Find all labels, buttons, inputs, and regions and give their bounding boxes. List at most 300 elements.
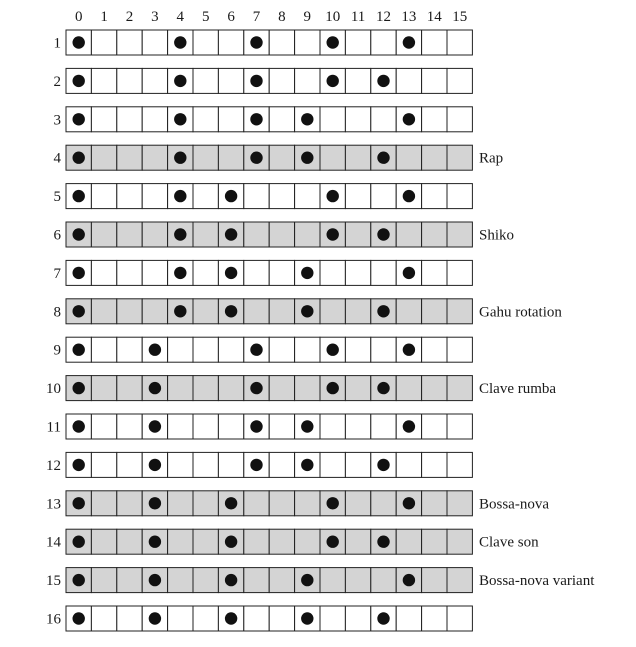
grid-cell [345, 529, 370, 554]
column-label: 10 [325, 9, 341, 25]
grid-cell [345, 184, 370, 209]
onset-dot [301, 113, 313, 125]
grid-cell [244, 260, 269, 285]
grid-cell [218, 452, 243, 477]
onset-dot [73, 152, 85, 164]
grid-cell [244, 491, 269, 516]
row-number: 4 [53, 150, 61, 167]
onset-dot [327, 382, 339, 394]
grid-cell [142, 145, 167, 170]
grid-cell [218, 376, 243, 401]
grid-cell [295, 68, 320, 93]
grid-cell [193, 30, 218, 55]
grid-cell [269, 260, 294, 285]
grid-cell [295, 184, 320, 209]
rhythm-row [46, 606, 472, 631]
grid-cell [193, 299, 218, 324]
grid-cell [91, 568, 116, 593]
row-number: 5 [53, 189, 61, 206]
grid-cell [117, 222, 142, 247]
grid-cell [345, 107, 370, 132]
grid-cell [269, 606, 294, 631]
grid-cell [117, 491, 142, 516]
grid-cell [345, 68, 370, 93]
grid-cell [117, 145, 142, 170]
rhythm-row [46, 376, 556, 401]
column-label: 13 [401, 9, 417, 25]
onset-dot [301, 574, 313, 586]
grid-cell [91, 184, 116, 209]
grid-cell [91, 606, 116, 631]
grid-cell [244, 568, 269, 593]
grid-cell [320, 568, 345, 593]
grid-cell [218, 337, 243, 362]
onset-dot [403, 420, 415, 432]
grid-cell [447, 184, 472, 209]
onset-dot [377, 382, 389, 394]
grid-cell [218, 145, 243, 170]
column-label: 4 [176, 9, 185, 25]
onset-dot [149, 382, 161, 394]
grid-cell [396, 222, 421, 247]
rhythm-row [54, 107, 473, 132]
rhythm-row [54, 260, 473, 285]
grid-cell [422, 452, 447, 477]
grid-cell [269, 68, 294, 93]
grid-cell [91, 222, 116, 247]
grid-cell [193, 107, 218, 132]
onset-dot [225, 190, 237, 202]
grid-cell [320, 145, 345, 170]
onset-dot [301, 420, 313, 432]
onset-dot [73, 305, 85, 317]
onset-dot [73, 574, 85, 586]
onset-dot [250, 113, 262, 125]
rhythm-row [54, 184, 473, 209]
row-number: 16 [46, 611, 61, 628]
grid-cell [422, 145, 447, 170]
grid-cell [422, 68, 447, 93]
rhythm-name: Bossa-nova variant [479, 573, 595, 590]
grid-cell [396, 452, 421, 477]
grid-cell [422, 299, 447, 324]
rhythm-row [54, 145, 504, 170]
onset-dot [73, 190, 85, 202]
row-number: 6 [53, 227, 61, 244]
onset-dot [225, 305, 237, 317]
grid-cell [168, 452, 193, 477]
row-number: 8 [53, 304, 61, 321]
onset-dot [377, 228, 389, 240]
grid-cell [396, 299, 421, 324]
onset-dot [225, 497, 237, 509]
onset-dot [250, 420, 262, 432]
row-number: 10 [46, 381, 61, 398]
row-number: 15 [46, 573, 61, 590]
grid-cell [218, 30, 243, 55]
grid-cell [447, 107, 472, 132]
grid-cell [269, 529, 294, 554]
grid-cell [91, 299, 116, 324]
grid-cell [345, 299, 370, 324]
grid-cell [320, 414, 345, 439]
grid-cell [218, 107, 243, 132]
grid-cell [117, 184, 142, 209]
grid-cell [371, 260, 396, 285]
rhythm-row [54, 337, 473, 362]
onset-dot [301, 459, 313, 471]
grid-cell [345, 452, 370, 477]
grid-cell [193, 568, 218, 593]
grid-cell [193, 260, 218, 285]
onset-dot [250, 459, 262, 471]
grid-cell [447, 222, 472, 247]
grid-cell [422, 222, 447, 247]
onset-dot [174, 36, 186, 48]
onset-dot [73, 113, 85, 125]
grid-cell [117, 68, 142, 93]
onset-dot [225, 267, 237, 279]
grid-cell [193, 376, 218, 401]
rhythm-name: Rap [479, 150, 504, 167]
grid-cell [168, 376, 193, 401]
grid-cell [117, 376, 142, 401]
grid-cell [91, 145, 116, 170]
grid-cell [295, 222, 320, 247]
grid-cell [193, 414, 218, 439]
onset-dot [225, 612, 237, 624]
grid-cell [371, 30, 396, 55]
grid-cell [91, 491, 116, 516]
grid-cell [345, 337, 370, 362]
grid-cell [396, 606, 421, 631]
grid-cell [244, 184, 269, 209]
grid-cell [142, 107, 167, 132]
grid-cell [422, 529, 447, 554]
row-number: 14 [46, 534, 61, 551]
row-number: 13 [46, 496, 61, 513]
onset-dot [73, 75, 85, 87]
onset-dot [73, 228, 85, 240]
grid-cell [422, 107, 447, 132]
onset-dot [327, 536, 339, 548]
grid-cell [91, 376, 116, 401]
onset-dot [403, 267, 415, 279]
onset-dot [403, 190, 415, 202]
grid-cell [269, 184, 294, 209]
grid-cell [91, 260, 116, 285]
grid-cell [447, 376, 472, 401]
grid-cell [422, 376, 447, 401]
onset-dot [73, 344, 85, 356]
rhythm-name: Bossa-nova [479, 496, 549, 513]
grid-cell [345, 376, 370, 401]
grid-cell [91, 452, 116, 477]
grid-cell [295, 529, 320, 554]
onset-dot [73, 382, 85, 394]
grid-cell [91, 414, 116, 439]
rhythm-name: Clave son [479, 534, 539, 551]
onset-dot [174, 152, 186, 164]
grid-cell [447, 299, 472, 324]
row-number: 12 [46, 457, 61, 474]
onset-dot [327, 344, 339, 356]
column-label: 0 [74, 9, 83, 25]
onset-dot [327, 228, 339, 240]
grid-cell [396, 68, 421, 93]
grid-cell [295, 491, 320, 516]
grid-cell [396, 529, 421, 554]
grid-cell [91, 529, 116, 554]
rhythm-row [54, 30, 473, 55]
grid-cell [447, 68, 472, 93]
onset-dot [73, 267, 85, 279]
grid-cell [447, 606, 472, 631]
onset-dot [174, 267, 186, 279]
column-label: 7 [252, 9, 261, 25]
grid-cell [269, 30, 294, 55]
grid-cell [447, 337, 472, 362]
grid-cell [193, 184, 218, 209]
column-label: 9 [303, 9, 312, 25]
onset-dot [73, 497, 85, 509]
onset-dot [327, 497, 339, 509]
onset-dot [250, 75, 262, 87]
grid-cell [422, 337, 447, 362]
grid-cell [218, 414, 243, 439]
grid-cell [168, 414, 193, 439]
grid-cell [117, 30, 142, 55]
row-number: 7 [53, 265, 61, 282]
rhythm-name: Gahu rotation [479, 304, 562, 321]
grid-cell [422, 260, 447, 285]
onset-dot [327, 75, 339, 87]
grid-cell [193, 68, 218, 93]
grid-cell [91, 68, 116, 93]
grid-cell [91, 107, 116, 132]
onset-dot [403, 574, 415, 586]
onset-dot [149, 344, 161, 356]
row-number: 3 [53, 112, 61, 129]
grid-cell [422, 606, 447, 631]
grid-cell [269, 452, 294, 477]
grid-cell [117, 568, 142, 593]
grid-cell [422, 30, 447, 55]
grid-cell [168, 491, 193, 516]
onset-dot [377, 305, 389, 317]
grid-cell [269, 414, 294, 439]
grid-cell [218, 68, 243, 93]
grid-cell [422, 568, 447, 593]
column-label: 15 [452, 9, 468, 25]
onset-dot [377, 536, 389, 548]
onset-dot [73, 612, 85, 624]
grid-cell [422, 414, 447, 439]
onset-dot [327, 190, 339, 202]
onset-dot [377, 75, 389, 87]
rhythm-name: Shiko [479, 227, 515, 244]
grid-cell [142, 222, 167, 247]
onset-dot [225, 574, 237, 586]
grid-cell [117, 260, 142, 285]
grid-cell [345, 260, 370, 285]
rhythm-row [54, 299, 563, 324]
onset-dot [174, 305, 186, 317]
grid-cell [371, 337, 396, 362]
onset-dot [250, 152, 262, 164]
grid-cell [422, 184, 447, 209]
grid-cell [91, 30, 116, 55]
grid-cell [269, 568, 294, 593]
grid-cell [244, 299, 269, 324]
grid-cell [91, 337, 116, 362]
rhythm-rows [46, 30, 595, 631]
grid-cell [168, 568, 193, 593]
grid-cell [345, 414, 370, 439]
grid-cell [295, 337, 320, 362]
onset-dot [174, 113, 186, 125]
grid-cell [422, 491, 447, 516]
grid-cell [269, 491, 294, 516]
onset-dot [301, 152, 313, 164]
grid-cell [345, 606, 370, 631]
grid-cell [193, 222, 218, 247]
grid-cell [295, 376, 320, 401]
grid-cell [320, 299, 345, 324]
onset-dot [250, 382, 262, 394]
grid-cell [117, 299, 142, 324]
onset-dot [377, 612, 389, 624]
grid-cell [193, 606, 218, 631]
onset-dot [301, 612, 313, 624]
grid-cell [193, 529, 218, 554]
column-label: 3 [151, 9, 159, 25]
grid-cell [269, 337, 294, 362]
onset-dot [149, 612, 161, 624]
onset-dot [174, 228, 186, 240]
grid-cell [269, 376, 294, 401]
onset-dot [403, 113, 415, 125]
onset-dot [377, 459, 389, 471]
grid-cell [345, 145, 370, 170]
rhythm-row [46, 452, 472, 477]
grid-cell [168, 529, 193, 554]
column-label: 1 [100, 9, 108, 25]
rhythm-row [46, 529, 539, 554]
onset-dot [250, 36, 262, 48]
grid-cell [117, 452, 142, 477]
grid-cell [371, 568, 396, 593]
grid-cell [269, 299, 294, 324]
onset-dot [73, 36, 85, 48]
grid-cell [396, 376, 421, 401]
grid-cell [320, 260, 345, 285]
grid-cell [295, 30, 320, 55]
column-label: 8 [278, 9, 286, 25]
column-label: 12 [376, 9, 391, 25]
grid-cell [447, 30, 472, 55]
grid-cell [269, 107, 294, 132]
column-label: 5 [201, 9, 210, 25]
grid-cell [117, 529, 142, 554]
grid-cell [142, 260, 167, 285]
grid-cell [447, 568, 472, 593]
onset-dot [403, 497, 415, 509]
onset-dot [403, 344, 415, 356]
onset-dot [301, 267, 313, 279]
onset-dot [250, 344, 262, 356]
grid-cell [142, 68, 167, 93]
grid-cell [142, 299, 167, 324]
grid-cell [117, 337, 142, 362]
grid-cell [193, 337, 218, 362]
grid-cell [447, 452, 472, 477]
grid-cell [447, 260, 472, 285]
onset-dot [403, 36, 415, 48]
onset-dot [225, 228, 237, 240]
onset-dot [149, 574, 161, 586]
grid-cell [168, 606, 193, 631]
grid-cell [142, 184, 167, 209]
grid-cell [269, 222, 294, 247]
grid-cell [345, 491, 370, 516]
grid-cell [117, 107, 142, 132]
onset-dot [149, 420, 161, 432]
row-number: 11 [46, 419, 61, 436]
grid-cell [320, 452, 345, 477]
rhythm-row [46, 568, 595, 593]
grid-cell [193, 452, 218, 477]
grid-cell [447, 145, 472, 170]
onset-dot [149, 459, 161, 471]
grid-cell [345, 222, 370, 247]
row-number: 1 [53, 35, 61, 52]
grid-cell [371, 491, 396, 516]
grid-cell [447, 491, 472, 516]
onset-dot [174, 75, 186, 87]
grid-cell [193, 145, 218, 170]
grid-cell [142, 30, 167, 55]
onset-dot [73, 536, 85, 548]
rhythm-row [54, 68, 473, 93]
grid-cell [244, 529, 269, 554]
grid-cell [371, 184, 396, 209]
rhythm-name: Clave rumba [479, 381, 557, 398]
onset-dot [377, 152, 389, 164]
onset-dot [174, 190, 186, 202]
onset-dot [73, 420, 85, 432]
onset-dot [73, 459, 85, 471]
onset-dot [225, 536, 237, 548]
column-label: 2 [125, 9, 134, 25]
grid-cell [320, 107, 345, 132]
column-label: 6 [227, 9, 235, 25]
grid-cell [320, 606, 345, 631]
grid-cell [244, 222, 269, 247]
grid-cell [396, 145, 421, 170]
grid-cell [117, 414, 142, 439]
grid-cell [345, 568, 370, 593]
grid-cell [371, 107, 396, 132]
column-labels [75, 9, 467, 25]
rhythm-row [54, 222, 515, 247]
grid-cell [193, 491, 218, 516]
grid-cell [371, 414, 396, 439]
grid-cell [117, 606, 142, 631]
grid-cell [244, 606, 269, 631]
row-number: 9 [53, 342, 61, 359]
rhythm-row [46, 491, 549, 516]
